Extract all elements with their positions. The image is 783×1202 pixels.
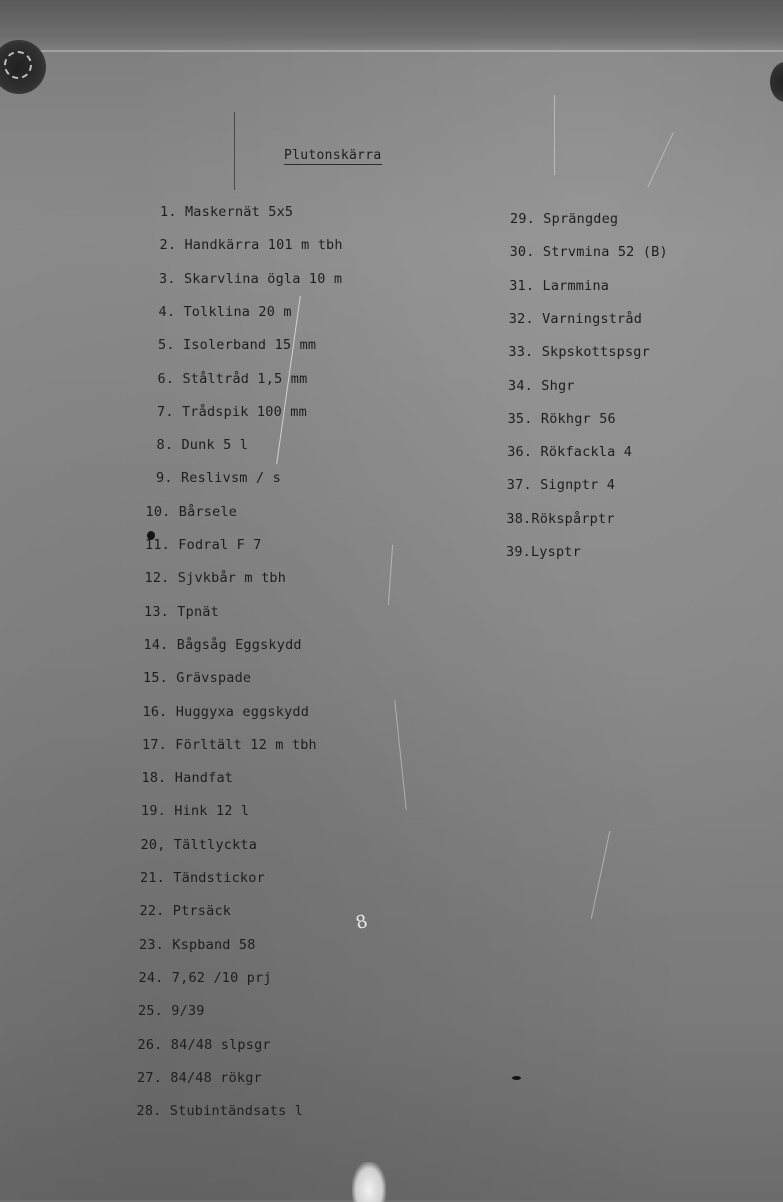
list-item: 10. Bårsele [145, 503, 238, 520]
list-item: 13. Tpnät [144, 603, 219, 620]
scratch-mark [554, 95, 555, 175]
list-item: 17. Förltält 12 m tbh [142, 736, 317, 753]
scratch-mark [234, 112, 235, 190]
list-item: 35. Rökhgr 56 [507, 410, 616, 427]
list-item: 24. 7,62 /10 prj [138, 969, 272, 986]
list-item: 20, Tältlyckta [140, 836, 258, 853]
list-item: 23. Kspband 58 [139, 936, 256, 953]
list-item: 14. Bågsåg Eggskydd [143, 636, 302, 653]
list-item: 18. Handfat [141, 770, 234, 787]
list-item: 21. Tändstickor [140, 870, 265, 886]
list-item: 36. Rökfackla 4 [507, 444, 633, 461]
list-item: 7. Trådspik 100 mm [157, 403, 307, 420]
list-item: 3. Skarvlina ögla 10 m [159, 270, 343, 287]
list-item: 22. Ptrsäck [139, 903, 232, 920]
list-item: 6. Ståltråd 1,5 mm [157, 370, 308, 387]
list-item: 11. Fodral F 7 [145, 537, 262, 553]
list-item: 37. Signptr 4 [506, 477, 616, 494]
list-item: 9. Reslivsm / s [156, 470, 281, 487]
list-item: 30. Strvmina 52 (B) [509, 244, 668, 261]
scratch-mark [647, 133, 673, 188]
scratch-mark [388, 545, 393, 605]
list-item: 19. Hink 12 l [141, 803, 250, 820]
list-item: 39.Lysptr [506, 544, 581, 560]
scratch-mark [591, 831, 611, 919]
list-item: 27. 84/48 rökgr [137, 1069, 262, 1086]
list-item: 2. Handkärra 101 m tbh [159, 237, 343, 254]
list-item: 1. Maskernät 5x5 [160, 204, 294, 220]
ink-spot [512, 1076, 521, 1080]
margin-mark: 8 [353, 910, 370, 935]
top-edge-shadow [0, 0, 783, 52]
list-item: 29. Sprängdeg [510, 211, 619, 227]
list-item: 15. Grävspade [143, 670, 252, 687]
punch-hole-ring-icon [4, 51, 32, 79]
list-item: 38.Rökspårptr [506, 510, 615, 527]
list-item: 8. Dunk 5 l [156, 437, 249, 454]
list-item: 26. 84/48 slpsgr [137, 1036, 271, 1053]
list-item: 4. Tolklina 20 m [158, 303, 292, 320]
list-item: 28. Stubintändsats l [136, 1103, 304, 1120]
list-item: 12. Sjvkbår m tbh [144, 570, 287, 587]
document-title: Plutonskärra [284, 148, 382, 163]
list-item: 5. Isolerband 15 mm [158, 337, 317, 354]
scratch-mark [394, 700, 406, 810]
list-item: 34. Shgr [508, 377, 575, 394]
list-item: 32. Varningstråd [508, 310, 643, 327]
emulsion-blemish [352, 1162, 386, 1202]
punch-hole-icon [770, 62, 783, 102]
list-item: 25. 9/39 [138, 1003, 205, 1020]
paper-fold-line [0, 50, 783, 52]
list-item: 33. Skpskottspsgr [508, 344, 650, 361]
list-item: 16. Huggyxa eggskydd [142, 703, 310, 720]
list-item: 31. Larmmina [509, 277, 610, 294]
